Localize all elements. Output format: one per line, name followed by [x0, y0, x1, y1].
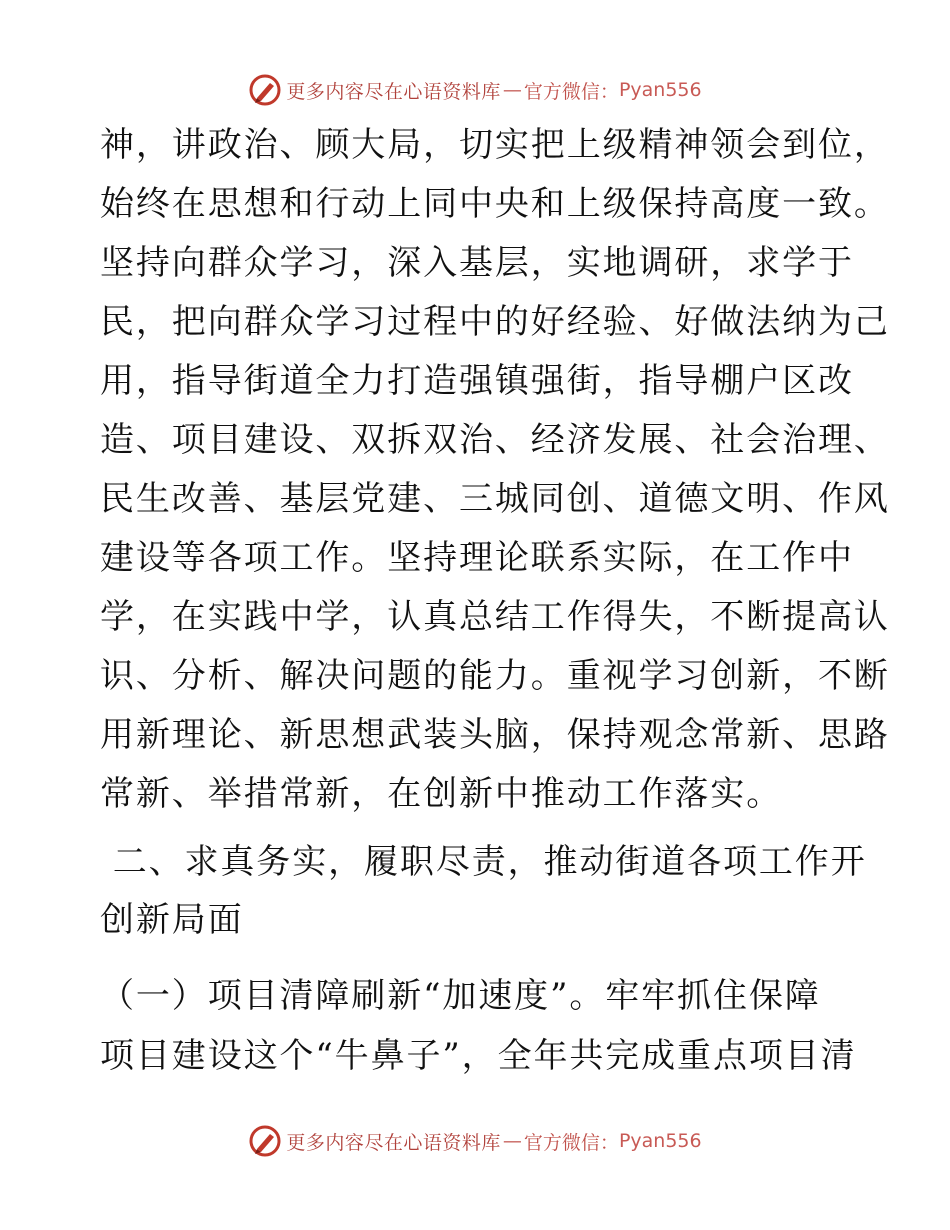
- body-line: 坚持向群众学习，深入基层，实地调研，求学于: [100, 243, 854, 283]
- watermark-wechat-id: Pyan556: [618, 79, 702, 101]
- body-line: 建设等各项工作。坚持理论联系实际，在工作中: [100, 538, 854, 578]
- pen-logo-icon: [248, 1124, 282, 1158]
- body-line: 民，把向群众学习过程中的好经验、好做法纳为己: [100, 302, 890, 342]
- body-line: 识、分析、解决问题的能力。重视学习创新，不断: [100, 656, 890, 696]
- body-line: 学，在实践中学，认真总结工作得失，不断提高认: [100, 597, 890, 637]
- watermark-site: 更多内容尽在心语资料库: [286, 1131, 501, 1154]
- body-line: 始终在思想和行动上同中央和上级保持高度一致。: [100, 184, 890, 224]
- watermark-contact-label: 官方微信：: [523, 80, 619, 103]
- watermark-separator: —: [502, 79, 522, 101]
- subsection-heading-line: （一）项目清障刷新“加速度”。牢牢抓住保障: [100, 976, 821, 1016]
- watermark-wechat-id: Pyan556: [618, 1130, 702, 1152]
- watermark-site: 更多内容尽在心语资料库: [286, 80, 501, 103]
- body-line: 用新理论、新思想武装头脑，保持观念常新、思路: [100, 715, 890, 755]
- section-heading-line: 创新局面: [100, 900, 244, 940]
- watermark-contact-label: 官方微信：: [523, 1131, 619, 1154]
- body-line: 项目建设这个“牛鼻子”，全年共完成重点项目清: [100, 1036, 857, 1076]
- pen-logo-icon: [248, 73, 282, 107]
- body-line: 造、项目建设、双拆双治、经济发展、社会治理、: [100, 420, 890, 460]
- section-heading-line: 二、求真务实，履职尽责，推动街道各项工作开: [100, 842, 867, 882]
- body-line: 神，讲政治、顾大局，切实把上级精神领会到位，: [100, 125, 890, 165]
- header-watermark: [0, 70, 950, 110]
- body-line: 常新、举措常新，在创新中推动工作落实。: [100, 774, 783, 814]
- body-line: 用，指导街道全力打造强镇强街，指导棚户区改: [100, 361, 854, 401]
- watermark-separator: —: [502, 1130, 522, 1152]
- footer-watermark: [0, 1121, 950, 1161]
- body-line: 民生改善、基层党建、三城同创、道德文明、作风: [100, 479, 890, 519]
